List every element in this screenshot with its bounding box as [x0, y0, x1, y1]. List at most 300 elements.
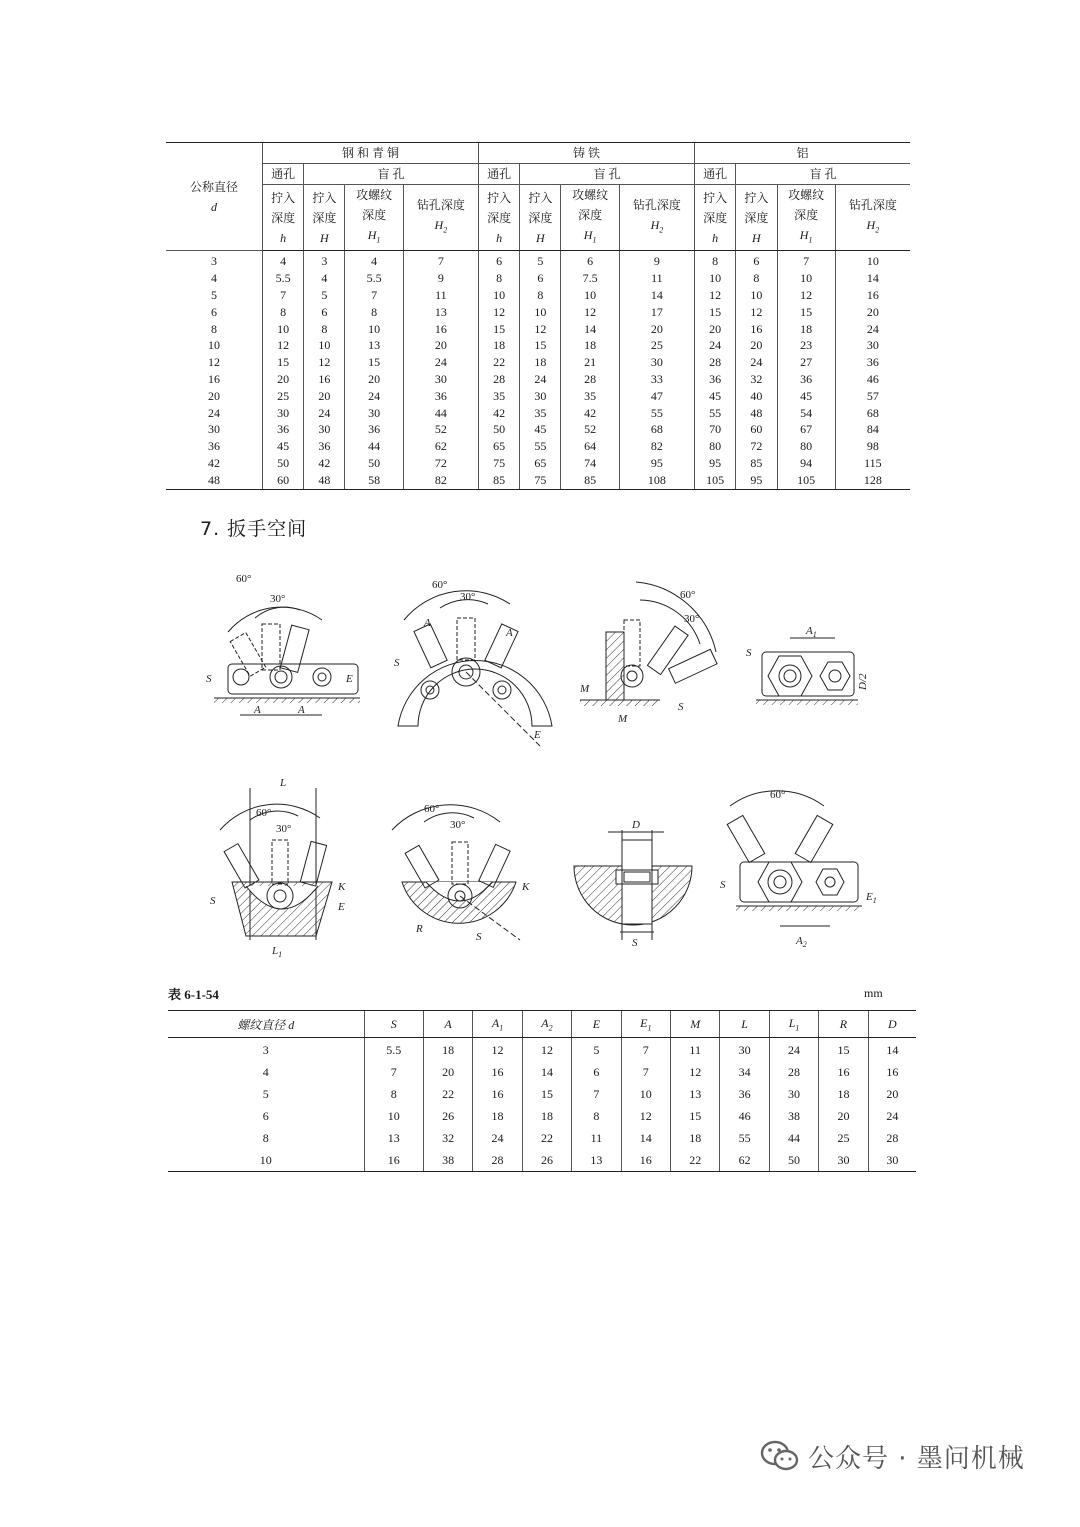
table-cell: 115 — [835, 455, 910, 472]
table-row — [166, 472, 910, 489]
figure-6 — [392, 803, 530, 943]
table-cell: 6 — [520, 270, 561, 287]
table-cell: 94 — [777, 455, 835, 472]
table-cell: 28 — [561, 371, 619, 388]
column-header: S — [364, 1011, 423, 1038]
table-cell: 42 — [561, 405, 619, 422]
dim-M: M — [618, 713, 628, 725]
table-cell: 12 — [695, 287, 736, 304]
table-cell: 75 — [520, 472, 561, 489]
table-cell: 70 — [695, 421, 736, 438]
table-cell: 13 — [345, 337, 403, 354]
column-header: M — [671, 1011, 720, 1038]
table-row — [166, 304, 910, 321]
table-cell: 18 — [473, 1105, 522, 1127]
table-cell: 25 — [263, 388, 304, 405]
table-cell: 82 — [403, 472, 478, 489]
section-heading: 7. 扳手空间 — [200, 518, 308, 540]
table-cell: 8 — [263, 304, 304, 321]
table-cell: 20 — [736, 337, 777, 354]
table-cell: 18 — [423, 1038, 472, 1062]
table-cell: 18 — [777, 321, 835, 338]
table-cell: 30 — [304, 421, 345, 438]
table-cell: 30 — [868, 1149, 916, 1172]
dim-K: K — [338, 881, 346, 893]
table-cell: 26 — [423, 1105, 472, 1127]
column-header: R — [819, 1011, 868, 1038]
angle-label: 60° — [236, 573, 252, 585]
angle-label: 60° — [424, 803, 440, 815]
dim-A: A — [254, 704, 261, 716]
column-header: D — [868, 1011, 916, 1038]
table-cell: 46 — [720, 1105, 769, 1127]
table-row — [166, 337, 910, 354]
table-cell: 48 — [166, 472, 263, 489]
table-cell: 33 — [619, 371, 694, 388]
subcolumn-header: 拧入 深度 H — [520, 185, 561, 251]
table-cell: 84 — [835, 421, 910, 438]
table-cell: 18 — [561, 337, 619, 354]
table-cell: 42 — [208, 455, 220, 470]
wrench-space-table — [168, 1010, 916, 1172]
angle-label: 30° — [276, 823, 292, 835]
dim-M: M — [580, 683, 590, 695]
table-cell: 55 — [520, 438, 561, 455]
table-cell: 15 — [345, 354, 403, 371]
figure-1 — [206, 573, 360, 716]
table-row — [166, 371, 910, 388]
table-cell: 38 — [423, 1149, 472, 1172]
table-cell: 64 — [561, 438, 619, 455]
dim-E: E — [534, 729, 541, 741]
table-cell: 12 — [736, 304, 777, 321]
subcolumn-header: 攻螺纹 深度 $H_1$ — [777, 185, 835, 251]
table-cell: 14 — [835, 270, 910, 287]
table-row — [168, 1127, 916, 1149]
angle-label: 30° — [450, 819, 466, 831]
table-cell: 28 — [868, 1127, 916, 1149]
table-cell: 8 — [345, 304, 403, 321]
through-hole-header: 通孔 — [263, 164, 304, 185]
table-cell: 10 — [263, 321, 304, 338]
table-cell: 55 — [619, 405, 694, 422]
subcolumn-header: 拧入 深度 h — [479, 185, 520, 251]
table-cell: 24 — [695, 337, 736, 354]
table-cell: 23 — [777, 337, 835, 354]
table-cell: 12 — [777, 287, 835, 304]
table-cell: 30 — [835, 337, 910, 354]
dim-E: E — [346, 673, 353, 685]
table-cell: 36 — [263, 421, 304, 438]
column-header: $E_1$ — [621, 1011, 670, 1038]
table-cell: 28 — [473, 1149, 522, 1172]
table-cell: 16 — [819, 1061, 868, 1083]
table-cell: 38 — [769, 1105, 818, 1127]
table-cell: 4 — [263, 251, 304, 270]
table-cell: 24 — [304, 405, 345, 422]
table-row — [166, 354, 910, 371]
angle-label: 60° — [432, 579, 448, 591]
table-cell: 18 — [671, 1127, 720, 1149]
table-cell: 24 — [520, 371, 561, 388]
table-cell: 95 — [619, 455, 694, 472]
table-cell: 14 — [561, 321, 619, 338]
table-row — [166, 388, 910, 405]
table-cell: 80 — [695, 438, 736, 455]
table-unit: mm — [864, 986, 883, 1000]
table-cell: 16 — [364, 1149, 423, 1172]
table-cell: 7 — [345, 287, 403, 304]
column-header: $L_1$ — [769, 1011, 818, 1038]
table-cell: 7 — [403, 251, 478, 270]
table-row — [166, 455, 910, 472]
table-cell: 12 — [304, 354, 345, 371]
dim-S: S — [394, 657, 400, 669]
table-cell: 26 — [522, 1149, 571, 1172]
table-row — [166, 421, 910, 438]
dim-E: E — [338, 901, 345, 913]
table-cell: 16 — [621, 1149, 670, 1172]
table-cell: 8 — [695, 251, 736, 270]
blind-hole-header: 盲 孔 — [520, 164, 695, 185]
table-cell: 7 — [621, 1038, 670, 1062]
table-cell: 10 — [208, 338, 220, 353]
table-cell: 20 — [403, 337, 478, 354]
table-cell: 11 — [619, 270, 694, 287]
table-cell: 7 — [572, 1083, 621, 1105]
table-cell: 12 — [263, 337, 304, 354]
table-cell: 10 — [835, 251, 910, 270]
dim-A: A — [298, 704, 305, 716]
table-cell: 5.5 — [345, 270, 403, 287]
table-cell: 6 — [211, 304, 217, 319]
table-cell: 5.5 — [364, 1038, 423, 1062]
table-cell: 24 — [868, 1105, 916, 1127]
table-cell: 52 — [403, 421, 478, 438]
table-cell: 7 — [263, 287, 304, 304]
figure-8 — [720, 789, 877, 949]
table-cell: 7 — [777, 251, 835, 270]
subcolumn-header: 钻孔深度 $H_2$ — [619, 185, 694, 251]
group-aluminum: 铝 — [695, 143, 910, 164]
column-header: $A_2$ — [522, 1011, 571, 1038]
table-cell: 20 — [819, 1105, 868, 1127]
dim-R: R — [416, 923, 423, 935]
table-cell: 10 — [695, 270, 736, 287]
table-cell: 24 — [403, 354, 478, 371]
figure-7 — [574, 819, 692, 949]
table-cell: 50 — [263, 455, 304, 472]
table-cell: 9 — [403, 270, 478, 287]
table-cell: 8 — [211, 321, 217, 336]
watermark — [760, 1436, 1025, 1476]
table-cell: 16 — [208, 371, 220, 386]
group-steel-bronze: 钢 和 青 铜 — [263, 143, 479, 164]
table-cell: 36 — [777, 371, 835, 388]
table-cell: 9 — [619, 251, 694, 270]
table-row — [166, 405, 910, 422]
dim-S: S — [476, 931, 482, 943]
subcolumn-header: 拧入 深度 h — [695, 185, 736, 251]
table-cell: 15 — [777, 304, 835, 321]
table-cell: 80 — [777, 438, 835, 455]
table-cell: 13 — [671, 1083, 720, 1105]
table-cell: 7.5 — [561, 270, 619, 287]
table-cell: 36 — [403, 388, 478, 405]
table-cell: 21 — [561, 354, 619, 371]
table-cell: 82 — [619, 438, 694, 455]
dim-S: S — [210, 895, 216, 907]
dim-S: S — [678, 701, 684, 713]
table-cell: 10 — [561, 287, 619, 304]
dim-A: A — [506, 627, 513, 639]
dim-S: S — [720, 879, 726, 891]
table-cell: 7 — [364, 1061, 423, 1083]
table-cell: 5 — [572, 1038, 621, 1062]
dim-S: S — [632, 937, 638, 949]
table-cell: 20 — [423, 1061, 472, 1083]
table-cell: 48 — [736, 405, 777, 422]
table-cell: 47 — [619, 388, 694, 405]
table-cell: 20 — [304, 388, 345, 405]
table-cell: 8 — [364, 1083, 423, 1105]
table-cell: 36 — [304, 438, 345, 455]
table-cell: 30 — [769, 1083, 818, 1105]
table-cell: 25 — [819, 1127, 868, 1149]
angle-label: 30° — [460, 591, 476, 603]
table-cell: 22 — [522, 1127, 571, 1149]
table-cell: 30 — [819, 1149, 868, 1172]
angle-label: 60° — [680, 589, 696, 601]
table-caption: 表 6-1-54 — [168, 987, 219, 1002]
subcolumn-header: 拧入 深度 H — [736, 185, 777, 251]
table-cell: 7 — [621, 1061, 670, 1083]
table-cell: 4 — [262, 1064, 269, 1079]
figure-4 — [746, 625, 869, 705]
table-cell: 36 — [208, 439, 220, 454]
table-cell: 10 — [479, 287, 520, 304]
subcolumn-header: 拧入 深度 H — [304, 185, 345, 251]
dim-A1: $A_1$ — [806, 625, 817, 639]
dim-S: S — [746, 647, 752, 659]
table-cell: 32 — [423, 1127, 472, 1149]
table-cell: 24 — [835, 321, 910, 338]
table-cell: 20 — [868, 1083, 916, 1105]
table-cell: 24 — [736, 354, 777, 371]
table-cell: 14 — [868, 1038, 916, 1062]
dim-L: L — [280, 777, 287, 789]
table-cell: 17 — [619, 304, 694, 321]
table-cell: 12 — [671, 1061, 720, 1083]
table-cell: 3 — [304, 251, 345, 270]
table-cell: 36 — [720, 1083, 769, 1105]
dim-A2: $A_2$ — [796, 935, 807, 949]
table-cell: 57 — [835, 388, 910, 405]
column-header: 螺纹直径 d — [168, 1011, 364, 1038]
table-cell: 18 — [522, 1105, 571, 1127]
table-cell: 98 — [835, 438, 910, 455]
subcolumn-header: 攻螺纹 深度 $H_1$ — [561, 185, 619, 251]
table-cell: 28 — [769, 1061, 818, 1083]
table-row — [168, 1083, 916, 1105]
dim-D: D — [632, 819, 640, 831]
angle-label: 60° — [770, 789, 786, 801]
table-cell: 14 — [522, 1061, 571, 1083]
table-cell: 8 — [479, 270, 520, 287]
table-cell: 36 — [835, 354, 910, 371]
table-row — [168, 1149, 916, 1172]
table-cell: 20 — [695, 321, 736, 338]
table-cell: 36 — [695, 371, 736, 388]
table-cell: 40 — [736, 388, 777, 405]
table-cell: 30 — [720, 1038, 769, 1062]
table-cell: 45 — [520, 421, 561, 438]
table-cell: 34 — [720, 1061, 769, 1083]
table-cell: 13 — [403, 304, 478, 321]
table-cell: 12 — [561, 304, 619, 321]
table-cell: 20 — [345, 371, 403, 388]
wrench-space-figures — [0, 560, 1080, 980]
table-cell: 45 — [695, 388, 736, 405]
table-cell: 11 — [403, 287, 478, 304]
table-cell: 10 — [345, 321, 403, 338]
table-cell: 5 — [211, 287, 217, 302]
table-cell: 50 — [345, 455, 403, 472]
table-cell: 45 — [263, 438, 304, 455]
table-cell: 5 — [262, 1086, 269, 1101]
table-cell: 10 — [520, 304, 561, 321]
table-cell: 28 — [479, 371, 520, 388]
table-cell: 18 — [479, 337, 520, 354]
thread-depth-rows — [166, 251, 910, 489]
table-cell: 52 — [561, 421, 619, 438]
table-row — [166, 438, 910, 455]
table-cell: 16 — [835, 287, 910, 304]
table-cell: 10 — [736, 287, 777, 304]
table-cell: 18 — [520, 354, 561, 371]
table-cell: 85 — [561, 472, 619, 489]
table-cell: 15 — [479, 321, 520, 338]
table-cell: 67 — [777, 421, 835, 438]
table-cell: 3 — [262, 1042, 269, 1057]
table-cell: 62 — [403, 438, 478, 455]
table-cell: 22 — [423, 1083, 472, 1105]
table-cell: 15 — [522, 1083, 571, 1105]
table-cell: 36 — [345, 421, 403, 438]
table-cell: 32 — [736, 371, 777, 388]
table-cell: 72 — [736, 438, 777, 455]
dim-S: S — [206, 673, 212, 685]
table-cell: 85 — [479, 472, 520, 489]
table-cell: 65 — [479, 438, 520, 455]
table-cell: 27 — [777, 354, 835, 371]
table-cell: 12 — [473, 1038, 522, 1062]
table-cell: 68 — [619, 421, 694, 438]
table-cell: 72 — [403, 455, 478, 472]
table-cell: 30 — [619, 354, 694, 371]
table-cell: 55 — [720, 1127, 769, 1149]
table-cell: 24 — [769, 1038, 818, 1062]
table-cell: 25 — [619, 337, 694, 354]
figure-2 — [394, 579, 552, 746]
table-cell: 15 — [263, 354, 304, 371]
table-cell: 13 — [364, 1127, 423, 1149]
table-cell: 68 — [835, 405, 910, 422]
table-cell: 5.5 — [263, 270, 304, 287]
table-cell: 6 — [479, 251, 520, 270]
table-cell: 42 — [479, 405, 520, 422]
table-cell: 85 — [736, 455, 777, 472]
table-cell: 3 — [211, 254, 217, 269]
table-cell: 128 — [835, 472, 910, 489]
table-cell: 24 — [208, 405, 220, 420]
table-cell: 50 — [479, 421, 520, 438]
table-cell: 30 — [208, 422, 220, 437]
table-cell: 16 — [868, 1061, 916, 1083]
dim-A: A — [424, 617, 431, 629]
table-cell: 20 — [263, 371, 304, 388]
table-cell: 20 — [835, 304, 910, 321]
table-cell: 74 — [561, 455, 619, 472]
table-cell: 14 — [621, 1127, 670, 1149]
table-row — [168, 1105, 916, 1127]
table-cell: 62 — [720, 1149, 769, 1172]
table-cell: 16 — [473, 1061, 522, 1083]
table-row — [168, 1061, 916, 1083]
table-cell: 11 — [572, 1127, 621, 1149]
table-cell: 30 — [520, 388, 561, 405]
table-cell: 105 — [695, 472, 736, 489]
table-row — [166, 321, 910, 338]
table-cell: 75 — [479, 455, 520, 472]
subcolumn-header: 钻孔深度 $H_2$ — [835, 185, 910, 251]
column-header: L — [720, 1011, 769, 1038]
table-cell: 14 — [619, 287, 694, 304]
table-cell: 95 — [736, 472, 777, 489]
dim-D-half: D/2 — [857, 673, 869, 690]
table-cell: 5 — [520, 251, 561, 270]
through-hole-header: 通孔 — [695, 164, 736, 185]
table-cell: 22 — [479, 354, 520, 371]
table-row — [166, 287, 910, 304]
table-cell: 8 — [262, 1130, 269, 1145]
table-cell: 13 — [572, 1149, 621, 1172]
angle-label: 60° — [256, 807, 272, 819]
table-cell: 6 — [736, 251, 777, 270]
figure-3 — [579, 582, 717, 725]
table-cell: 95 — [695, 455, 736, 472]
table-cell: 20 — [619, 321, 694, 338]
angle-label: 30° — [684, 613, 700, 625]
table-cell: 10 — [777, 270, 835, 287]
table-cell: 30 — [403, 371, 478, 388]
table-cell: 50 — [769, 1149, 818, 1172]
table-cell: 30 — [345, 405, 403, 422]
table-cell: 11 — [671, 1038, 720, 1062]
table-cell: 28 — [695, 354, 736, 371]
table-cell: 60 — [736, 421, 777, 438]
table-cell: 10 — [364, 1105, 423, 1127]
table-cell: 10 — [168, 1149, 364, 1172]
table-cell: 4 — [345, 251, 403, 270]
table-cell: 108 — [619, 472, 694, 489]
group-cast-iron: 铸 铁 — [479, 143, 695, 164]
table-cell: 60 — [263, 472, 304, 489]
wechat-icon — [760, 1439, 800, 1473]
table-cell: 8 — [304, 321, 345, 338]
table-cell: 58 — [345, 472, 403, 489]
table-cell: 46 — [835, 371, 910, 388]
